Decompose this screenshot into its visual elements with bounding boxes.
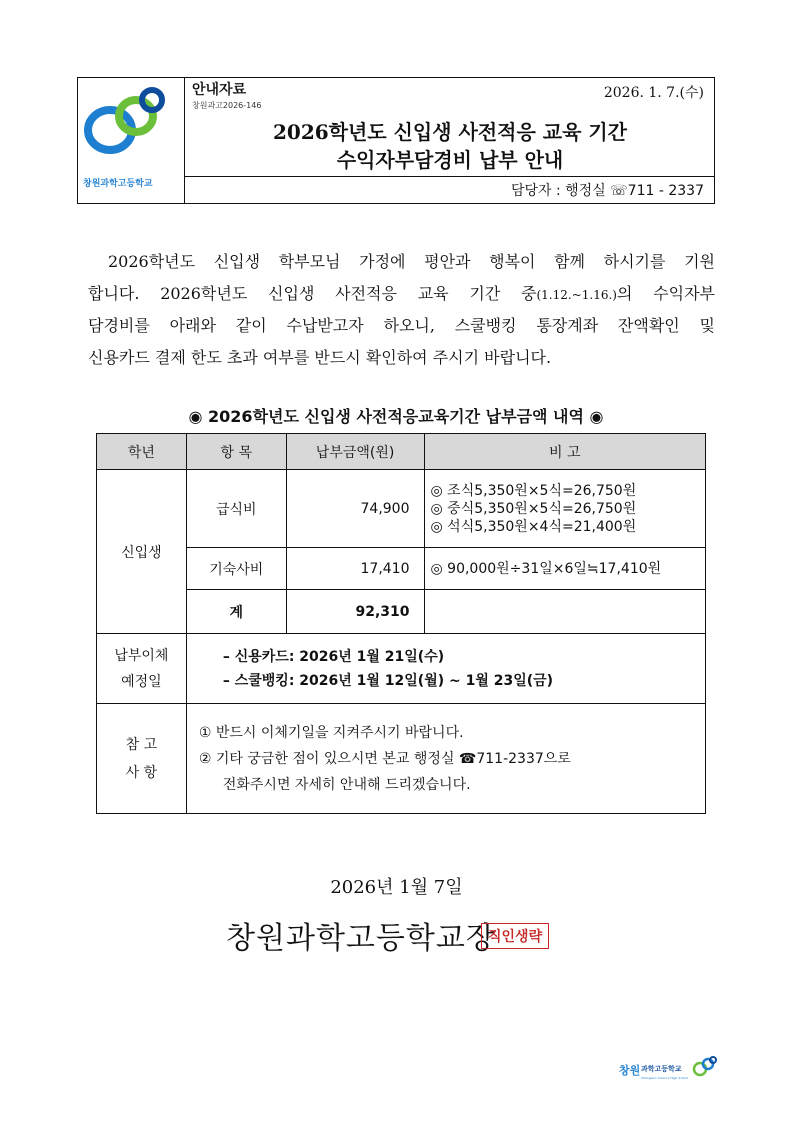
- grade-cell: 신입생: [97, 470, 187, 634]
- education-period: (1.12.~1.16.): [536, 288, 617, 302]
- schedule-label-line: 예정일: [121, 673, 162, 690]
- header-item: 항 목: [186, 434, 286, 470]
- document-type: 안내자료: [192, 82, 247, 98]
- remarks-cell: [424, 590, 706, 634]
- document-title-line-1: 2026학년도 신입생 사전적응 교육 기간: [273, 120, 627, 144]
- note-line: ② 기타 궁금한 점이 있으시면 본교 행정실 ☎711-2337으로: [198, 750, 571, 767]
- table-row-meal: [97, 470, 706, 548]
- schedule-label: [97, 634, 187, 704]
- closing-date: 2026년 1월 7일: [330, 877, 463, 898]
- table-row-total: [97, 590, 706, 634]
- notes-cell: [186, 704, 705, 814]
- document-title-line-2: 수익자부담경비 납부 안내: [336, 148, 564, 172]
- seal-omitted-stamp: 직인생략: [481, 923, 549, 949]
- principal-signature: 창원과학고등학교장: [226, 921, 496, 956]
- notes-label-line: 사 항: [125, 764, 158, 781]
- contact-info: 담당자 : 행정실 ☏711 - 2337: [510, 183, 704, 199]
- remark-line: ◎ 석식5,350원×4식=21,400원: [430, 518, 637, 535]
- school-logo-cell: [78, 78, 185, 203]
- footer-logo: [618, 1055, 718, 1085]
- item-cell: 급식비: [186, 470, 286, 548]
- paragraph-line-4: 신용카드 결제 한도 초과 여부를 반드시 확인하여 주시기 바랍니다.: [88, 348, 552, 367]
- table-title: ◉ 2026학년도 신입생 사전적응교육기간 납부금액 내역 ◉: [188, 407, 604, 426]
- remark-line: ◎ 중식5,350원×5식=26,750원: [430, 500, 637, 517]
- amount-cell: 17,410: [286, 548, 424, 590]
- total-amount: 92,310: [286, 590, 424, 634]
- remarks-cell: [424, 548, 706, 590]
- document-date: 2026. 1. 7.(수): [603, 85, 704, 101]
- table-row-dormitory: [97, 548, 706, 590]
- fee-table: [96, 433, 706, 814]
- table-header-row: [97, 434, 706, 470]
- paragraph-line-2-c: 의 수익자부: [616, 284, 715, 303]
- note-line: 전화주시면 자세히 안내해 드리겠습니다.: [222, 776, 471, 793]
- item-cell: 기숙사비: [186, 548, 286, 590]
- logo-text: 창원과학고등학교: [83, 179, 153, 189]
- footer-logo-mark: 창원: [619, 1064, 641, 1077]
- paragraph-line-2: [88, 284, 715, 305]
- table-row-notes: [97, 704, 706, 814]
- schedule-credit-card: – 신용카드: 2026년 1월 21일(수): [222, 648, 445, 665]
- remark-line: ◎ 90,000원÷31일×6일≒17,410원: [430, 560, 662, 577]
- schedule-school-banking: – 스쿨뱅킹: 2026년 1월 12일(월) ~ 1월 23일(금): [222, 672, 554, 689]
- schedule-label-line: 납부이체: [114, 647, 169, 664]
- header-amount: 납부금액(원): [286, 434, 424, 470]
- total-label: 계: [186, 590, 286, 634]
- document-number: 창원과고2026-146: [192, 101, 262, 110]
- schedule-cell: [186, 634, 705, 704]
- footer-logo-subtext: Changwon Science High School: [641, 1076, 689, 1080]
- table-row-schedule: [97, 634, 706, 704]
- paragraph-line-1: 2026학년도 신입생 학부모님 가정에 평안과 행복이 함께 하시기를 기원: [108, 252, 715, 271]
- notes-label: [97, 704, 187, 814]
- footer-logo-text: 과학고등학교: [641, 1065, 682, 1073]
- header-remarks: 비 고: [424, 434, 706, 470]
- remark-line: ◎ 조식5,350원×5식=26,750원: [430, 482, 637, 499]
- amount-cell: 74,900: [286, 470, 424, 548]
- school-logo-icon: [78, 78, 183, 201]
- note-line: ① 반드시 이체기일을 지켜주시기 바랍니다.: [198, 724, 464, 741]
- header-divider: [185, 176, 715, 177]
- document-header: [77, 77, 715, 204]
- paragraph-line-2-a: 합니다. 2026학년도 신입생 사전적응 교육 기간 중: [88, 284, 537, 303]
- remarks-cell: [424, 470, 706, 548]
- footer-logo-icon: [618, 1055, 718, 1085]
- notes-label-line: 참 고: [125, 736, 158, 753]
- header-grade: 학년: [97, 434, 187, 470]
- paragraph-line-3: 담경비를 아래와 같이 수납받고자 하오니, 스쿨뱅킹 통장계좌 잔액확인 및: [88, 316, 715, 335]
